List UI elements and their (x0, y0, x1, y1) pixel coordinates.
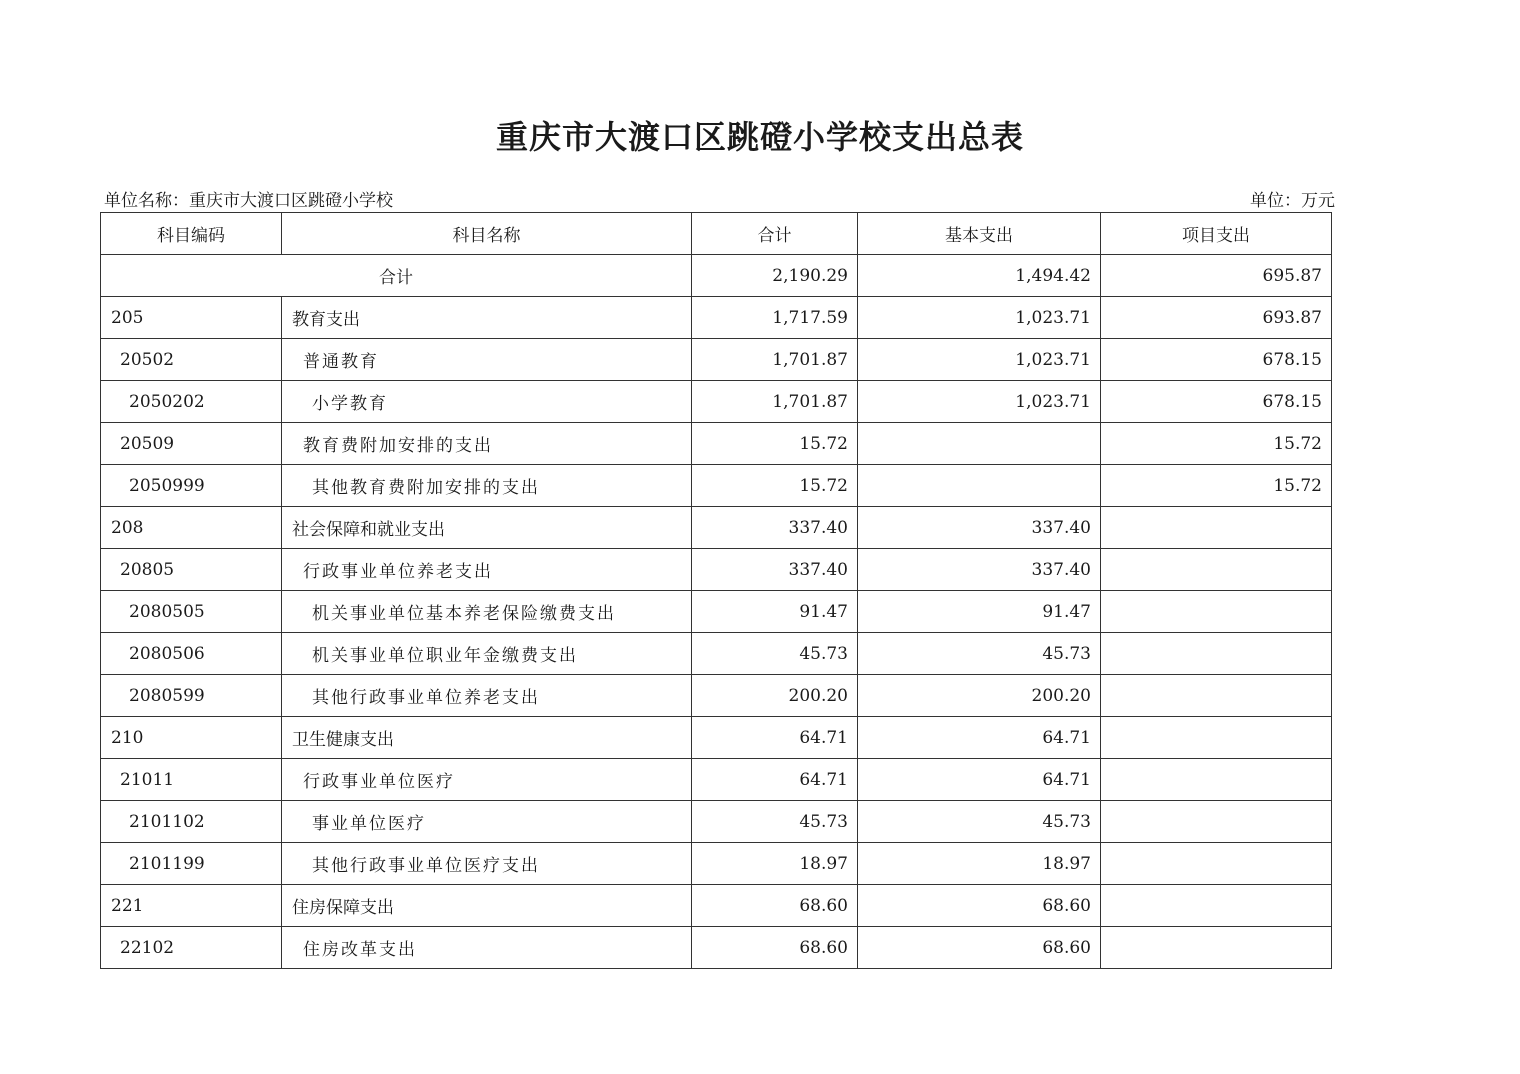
row-code: 210 (101, 717, 282, 759)
row-basic: 68.60 (858, 885, 1101, 927)
row-code: 2080599 (101, 675, 282, 717)
row-name: 小学教育 (282, 381, 692, 423)
row-name: 卫生健康支出 (282, 717, 692, 759)
row-name: 社会保障和就业支出 (282, 507, 692, 549)
row-name: 事业单位医疗 (282, 801, 692, 843)
row-code: 20509 (101, 423, 282, 465)
row-name: 住房保障支出 (282, 885, 692, 927)
row-total: 1,701.87 (692, 339, 858, 381)
table-row (101, 927, 1332, 969)
row-total: 64.71 (692, 717, 858, 759)
row-name: 教育支出 (282, 297, 692, 339)
header-name: 科目名称 (282, 213, 692, 255)
total-row (101, 255, 1332, 297)
row-project (1101, 507, 1332, 549)
table-row (101, 885, 1332, 927)
table-row (101, 717, 1332, 759)
row-total: 200.20 (692, 675, 858, 717)
row-project (1101, 885, 1332, 927)
table-row (101, 381, 1332, 423)
row-name: 其他行政事业单位养老支出 (282, 675, 692, 717)
row-total: 1,701.87 (692, 381, 858, 423)
row-project (1101, 759, 1332, 801)
table-row (101, 507, 1332, 549)
unit-label: 单位：万元 (1250, 191, 1335, 211)
row-total: 337.40 (692, 507, 858, 549)
row-code: 205 (101, 297, 282, 339)
row-total: 1,717.59 (692, 297, 858, 339)
row-project (1101, 801, 1332, 843)
table-row (101, 465, 1332, 507)
row-name: 其他教育费附加安排的支出 (282, 465, 692, 507)
row-project (1101, 633, 1332, 675)
row-project (1101, 717, 1332, 759)
table-row (101, 843, 1332, 885)
row-project (1101, 549, 1332, 591)
row-total: 91.47 (692, 591, 858, 633)
header-code: 科目编码 (101, 213, 282, 255)
row-name: 普通教育 (282, 339, 692, 381)
row-basic: 337.40 (858, 549, 1101, 591)
table-row (101, 591, 1332, 633)
row-total: 337.40 (692, 549, 858, 591)
row-basic: 1,023.71 (858, 297, 1101, 339)
row-code: 2080505 (101, 591, 282, 633)
row-code: 2050202 (101, 381, 282, 423)
row-code: 21011 (101, 759, 282, 801)
row-name: 行政事业单位养老支出 (282, 549, 692, 591)
row-basic: 337.40 (858, 507, 1101, 549)
row-basic: 91.47 (858, 591, 1101, 633)
row-total: 15.72 (692, 465, 858, 507)
row-code: 221 (101, 885, 282, 927)
row-basic (858, 423, 1101, 465)
row-total: 15.72 (692, 423, 858, 465)
table-row (101, 339, 1332, 381)
table-row (101, 633, 1332, 675)
row-basic: 18.97 (858, 843, 1101, 885)
row-code: 208 (101, 507, 282, 549)
row-project: 15.72 (1101, 465, 1332, 507)
table-row (101, 423, 1332, 465)
expenditure-table (100, 212, 1332, 969)
row-name: 机关事业单位职业年金缴费支出 (282, 633, 692, 675)
row-code: 20502 (101, 339, 282, 381)
row-basic: 68.60 (858, 927, 1101, 969)
row-total: 68.60 (692, 927, 858, 969)
row-basic: 45.73 (858, 633, 1101, 675)
row-name: 行政事业单位医疗 (282, 759, 692, 801)
row-basic: 200.20 (858, 675, 1101, 717)
header-row (101, 213, 1332, 255)
header-basic: 基本支出 (858, 213, 1101, 255)
row-name: 机关事业单位基本养老保险缴费支出 (282, 591, 692, 633)
table-row (101, 675, 1332, 717)
row-basic: 64.71 (858, 717, 1101, 759)
row-project (1101, 591, 1332, 633)
row-code: 20805 (101, 549, 282, 591)
row-project: 678.15 (1101, 339, 1332, 381)
row-basic: 45.73 (858, 801, 1101, 843)
row-code: 2050999 (101, 465, 282, 507)
row-code: 2101102 (101, 801, 282, 843)
table-row (101, 549, 1332, 591)
table-row (101, 297, 1332, 339)
table-row (101, 801, 1332, 843)
row-basic: 1,023.71 (858, 339, 1101, 381)
page-title: 重庆市大渡口区跳磴小学校支出总表 (495, 118, 1024, 156)
total-row-label: 合计 (101, 255, 692, 297)
row-code: 2080506 (101, 633, 282, 675)
row-total: 45.73 (692, 801, 858, 843)
row-total: 64.71 (692, 759, 858, 801)
total-row-basic: 1,494.42 (858, 255, 1101, 297)
row-project (1101, 927, 1332, 969)
row-name: 住房改革支出 (282, 927, 692, 969)
row-total: 45.73 (692, 633, 858, 675)
row-basic (858, 465, 1101, 507)
row-project (1101, 675, 1332, 717)
unit-name-label: 单位名称：重庆市大渡口区跳磴小学校 (104, 191, 393, 211)
row-basic: 1,023.71 (858, 381, 1101, 423)
row-total: 18.97 (692, 843, 858, 885)
row-total: 68.60 (692, 885, 858, 927)
row-project: 693.87 (1101, 297, 1332, 339)
row-project: 15.72 (1101, 423, 1332, 465)
header-project: 项目支出 (1101, 213, 1332, 255)
row-name: 教育费附加安排的支出 (282, 423, 692, 465)
header-total: 合计 (692, 213, 858, 255)
row-project: 678.15 (1101, 381, 1332, 423)
row-basic: 64.71 (858, 759, 1101, 801)
total-row-total: 2,190.29 (692, 255, 858, 297)
row-code: 2101199 (101, 843, 282, 885)
table-row (101, 759, 1332, 801)
row-project (1101, 843, 1332, 885)
row-name: 其他行政事业单位医疗支出 (282, 843, 692, 885)
total-row-project: 695.87 (1101, 255, 1332, 297)
row-code: 22102 (101, 927, 282, 969)
